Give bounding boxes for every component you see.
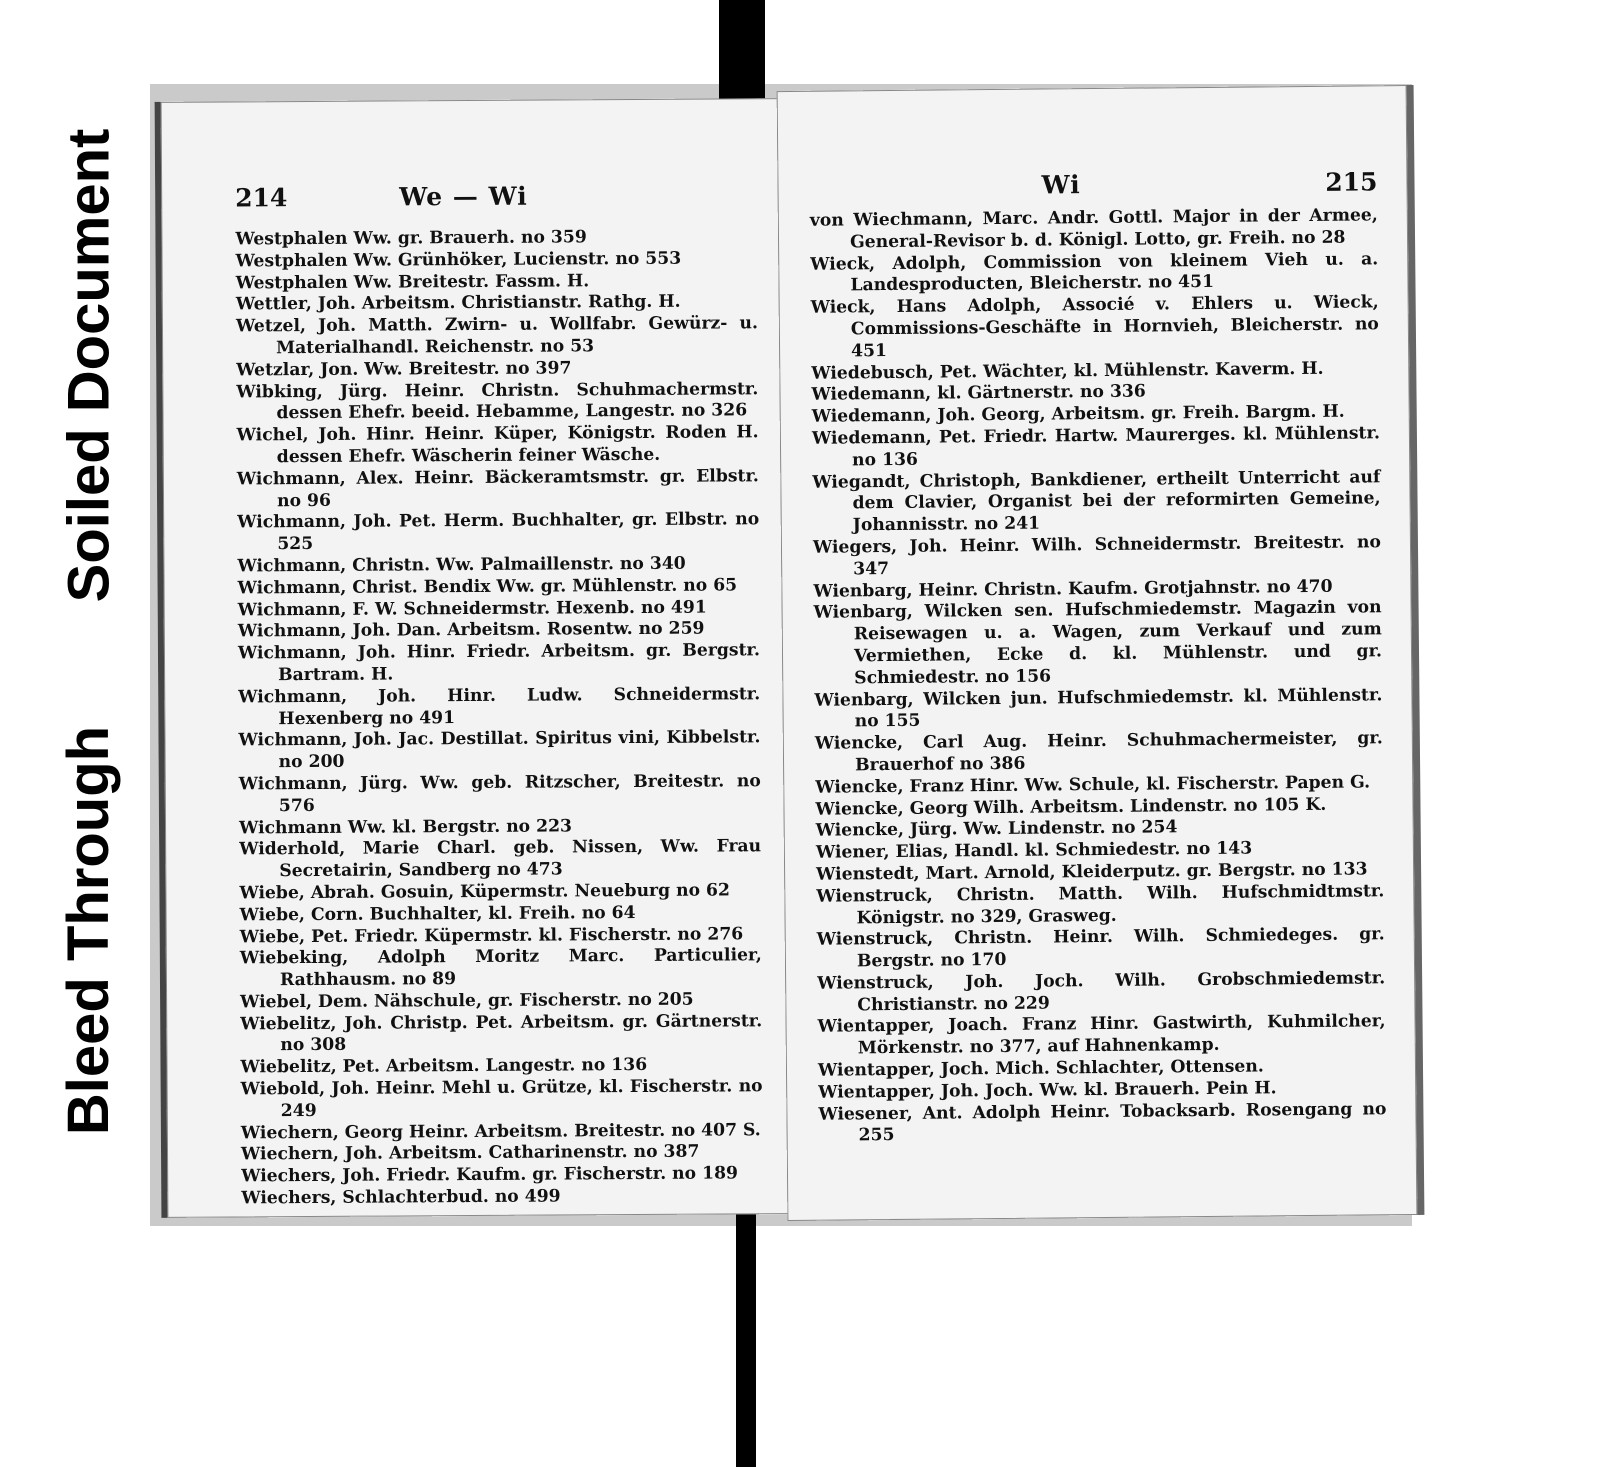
directory-entry: Wiedemann, Joh. Georg, Arbeitsm. gr. Freih. Bargm. H. (811, 401, 1345, 427)
directory-entry: Wienbarg, Heinr. Christn. Kaufm. Grotjahnstr. no 470 (813, 576, 1333, 602)
directory-entry: Wiegandt, Christoph, Bankdiener, ertheilt Unterricht auf dem Clavier, Organist bei der reformirten Gemeine, Johannisstr. no 241 (812, 466, 1381, 536)
bleed-through-label: Bleed Through (56, 725, 122, 1135)
right-page (777, 85, 1425, 1221)
bleed-through-stamp (30, 690, 148, 1170)
directory-entry: Wiebe, Abrah. Gosuin, Küpermstr. Neueburg no 62 (239, 880, 731, 904)
right-page-number: 215 (1325, 167, 1378, 197)
directory-entry: Wiesener, Ant. Adolph Heinr. Tobacksarb. Rosengang no 255 (818, 1098, 1387, 1146)
directory-entry: Wiegers, Joh. Heinr. Wilh. Schneidermstr. Breitestr. no 347 (812, 532, 1382, 580)
left-page-header (161, 180, 783, 224)
directory-entry: Wiencke, Georg Wilh. Arbeitsm. Lindenstr. no 105 K. (815, 794, 1327, 820)
directory-entry: Wienstruck, Christn. Matth. Wilh. Hufschmidtmstr. Königstr. no 329, Grasweg. (816, 880, 1385, 928)
directory-entry: Wiedemann, Pet. Friedr. Hartw. Maurerges. kl. Mühlenstr. no 136 (811, 423, 1380, 471)
directory-entry: Wiechers, Joh. Friedr. Kaufm. gr. Fischerstr. no 189 (241, 1163, 739, 1187)
directory-entry: Wienbarg, Wilcken sen. Hufschmiedemstr. Magazin von Reisewagen u. a. Wagen, zum Verkauf und zum Vermiethen, Ecke d. kl. Mühlenstr. und gr. Schmiedestr. no 156 (813, 597, 1383, 689)
directory-entry: Wiebelitz, Pet. Arbeitsm. Langestr. no 136 (240, 1055, 648, 1078)
directory-entry: Wetzlar, Jon. Ww. Breitestr. no 397 (236, 358, 572, 381)
directory-entry: Westphalen Ww. gr. Brauerh. no 359 (235, 227, 587, 250)
directory-entry: Wiencke, Jürg. Ww. Lindenstr. no 254 (815, 817, 1178, 842)
directory-entry: Wieck, Adolph, Commission von kleinem Vieh u. a. Landesproducten, Bleicherstr. no 451 (810, 248, 1379, 296)
directory-entry: Wieck, Hans Adolph, Associé v. Ehlers u. Wieck, Commissions-Geschäfte in Hornvieh, Bleicherstr. no 451 (810, 292, 1379, 362)
directory-entry: Westphalen Ww. Breitestr. Fassm. H. (235, 270, 590, 294)
left-entry-list (235, 226, 763, 1210)
directory-entry: Wientapper, Joh. Joch. Ww. kl. Brauerh. Pein H. (818, 1078, 1277, 1103)
directory-entry: Wichmann Ww. kl. Bergstr. no 223 (238, 815, 573, 838)
directory-entry: Wichmann, Joh. Hinr. Friedr. Arbeitsm. gr. Bergstr. Bartram. H. (237, 640, 761, 686)
directory-entry: Wiebel, Dem. Nähschule, gr. Fischerstr. no 205 (240, 989, 694, 1013)
directory-entry: Wienstruck, Christn. Heinr. Wilh. Schmiedeges. gr. Bergstr. no 170 (816, 924, 1385, 972)
left-page-number: 214 (235, 183, 288, 213)
directory-entry: Wichmann, F. W. Schneidermstr. Hexenb. no 491 (237, 597, 707, 620)
directory-entry: Wichmann, Joh. Jac. Destillat. Spiritus vini, Kibbelstr. no 200 (238, 727, 761, 773)
directory-entry: Wibking, Jürg. Heinr. Christn. Schuhmachermstr. dessen Ehefr. beeid. Hebamme, Langestr. no 326 (236, 378, 759, 424)
directory-entry: Wiencke, Carl Aug. Heinr. Schuhmachermeister, gr. Brauerhof no 386 (814, 728, 1383, 776)
directory-entry: Wiedemann, kl. Gärtnerstr. no 336 (811, 381, 1146, 406)
directory-entry: Wichmann, Jürg. Ww. geb. Ritzscher, Breitestr. no 576 (238, 771, 761, 816)
directory-entry: Wiencke, Franz Hinr. Ww. Schule, kl. Fischerstr. Papen G. (815, 772, 1371, 798)
left-running-head: We — Wi (399, 181, 528, 212)
directory-entry: Wientapper, Joch. Mich. Schlachter, Ottensen. (817, 1056, 1264, 1081)
directory-entry: Wiechern, Joh. Arbeitsm. Catharinenstr. no 387 (240, 1142, 700, 1165)
directory-entry: Wiechers, Schlachterbud. no 499 (241, 1186, 561, 1209)
directory-entry: Wienbarg, Wilcken jun. Hufschmiedemstr. kl. Mühlenstr. no 155 (814, 684, 1383, 732)
directory-entry: Wienstedt, Mart. Arnold, Kleiderputz. gr. Bergstr. no 133 (816, 859, 1368, 885)
directory-entry: Wiebe, Corn. Buchhalter, kl. Freih. no 64 (239, 902, 636, 926)
directory-entry: Wiener, Elias, Handl. kl. Schmiedestr. no 143 (815, 838, 1253, 863)
directory-entry: Wiebold, Joh. Heinr. Mehl u. Grütze, kl. Fischerstr. no 249 (240, 1076, 763, 1122)
directory-entry: Wettler, Joh. Arbeitsm. Christianstr. Rathg. H. (235, 292, 681, 315)
directory-entry: Wichmann, Joh. Hinr. Ludw. Schneidermstr. Hexenberg no 491 (238, 683, 761, 729)
soiled-document-label: Soiled Document (56, 128, 122, 602)
directory-entry: Wichmann, Alex. Heinr. Bäckeramtsmstr. gr. Elbstr. no 96 (236, 466, 759, 511)
right-running-head: Wi (1041, 170, 1081, 200)
directory-entry: Widerhold, Marie Charl. geb. Nissen, Ww. Frau Secretairin, Sandberg no 473 (239, 836, 762, 882)
soiled-document-stamp (30, 100, 148, 630)
directory-entry: Wichmann, Joh. Dan. Arbeitsm. Rosentw. no 259 (237, 618, 705, 642)
directory-entry: Wiedebusch, Pet. Wächter, kl. Mühlenstr. Kaverm. H. (811, 358, 1324, 384)
right-entry-list (810, 205, 1387, 1148)
directory-entry: Wiebeking, Adolph Moritz Marc. Particulier, Rathhausm. no 89 (239, 945, 762, 991)
directory-entry: Wichmann, Christ. Bendix Ww. gr. Mühlenstr. no 65 (237, 575, 738, 599)
directory-entry: Wiebe, Pet. Friedr. Küpermstr. kl. Fischerstr. no 276 (239, 923, 744, 947)
left-page (155, 98, 790, 1218)
binding-strip-bottom (736, 1200, 756, 1467)
directory-entry: Wiechern, Georg Heinr. Arbeitsm. Breitestr. no 407 S. (240, 1119, 761, 1144)
directory-entry: Wichmann, Joh. Pet. Herm. Buchhalter, gr. Elbstr. no 525 (237, 509, 760, 555)
directory-entry: Wichel, Joh. Hinr. Heinr. Küper, Königstr. Roden H. dessen Ehefr. Wäscherin feiner Wäsche. (236, 422, 759, 468)
directory-entry: Wiebelitz, Joh. Christp. Pet. Arbeitsm. gr. Gärtnerstr. no 308 (240, 1010, 763, 1056)
directory-entry: von Wiechmann, Marc. Andr. Gottl. Major in der Armee, General-Revisor b. d. Königl. Lotto, gr. Freih. no 28 (809, 205, 1378, 253)
directory-entry: Wichmann, Christn. Ww. Palmaillenstr. no 340 (237, 553, 686, 577)
directory-entry: Wetzel, Joh. Matth. Zwirn- u. Wollfabr. Gewürz- u. Materialhandl. Reichenstr. no 53 (235, 313, 759, 359)
directory-entry: Westphalen Ww. Grünhöker, Lucienstr. no 553 (235, 248, 682, 272)
directory-entry: Wientapper, Joach. Franz Hinr. Gastwirth, Kuhmilcher, Mörkenstr. no 377, auf Hahnenkamp. (817, 1011, 1386, 1059)
directory-entry: Wienstruck, Joh. Joch. Wilh. Grobschmiedemstr. Christianstr. no 229 (817, 968, 1386, 1016)
